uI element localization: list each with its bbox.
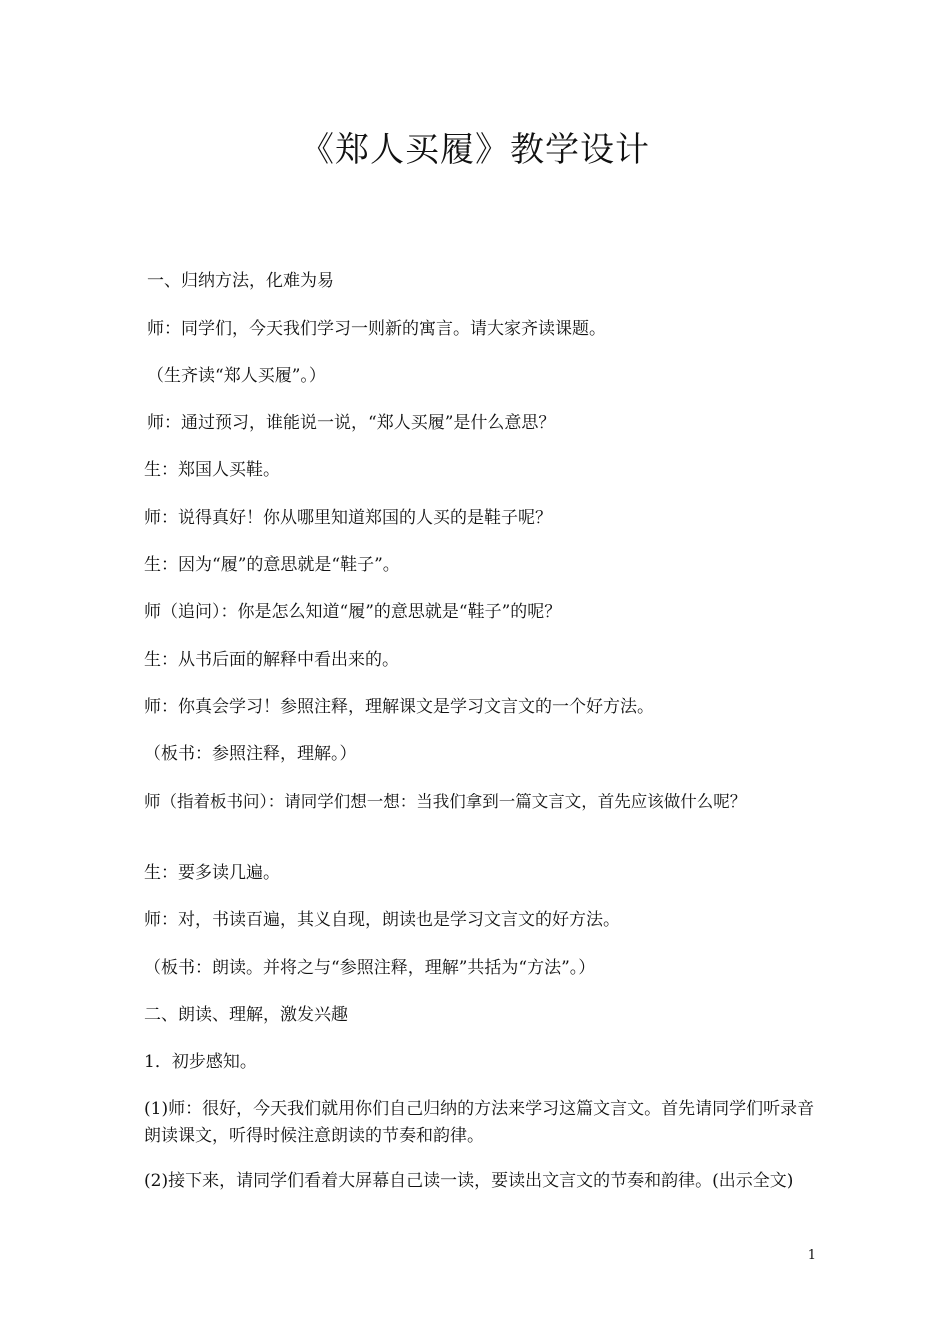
section-heading-2: 二、朗读、理解，激发兴趣 <box>144 1005 348 1025</box>
paragraph: 生：因为“履”的意思就是“鞋子”。 <box>144 555 400 575</box>
paragraph: 师：通过预习，谁能说一说，“郑人买履”是什么意思？ <box>147 413 556 433</box>
paragraph: （板书：参照注释，理解。） <box>144 744 357 764</box>
document-title: 《郑人买履》教学设计 <box>300 130 650 170</box>
paragraph: 师：对，书读百遍，其义自现，朗读也是学习文言文的好方法。 <box>144 910 620 930</box>
subsection-heading: 1．初步感知。 <box>144 1052 257 1072</box>
paragraph: 师（追问）：你是怎么知道“履”的意思就是“鞋子”的呢？ <box>144 602 562 622</box>
paragraph: 师（指着板书问）：请同学们想一想：当我们拿到一篇文言文，首先应该做什么呢？ <box>144 792 747 811</box>
paragraph: （生齐读“郑人买履”。） <box>147 366 326 386</box>
paragraph: 生：郑国人买鞋。 <box>144 460 280 480</box>
paragraph: 师：同学们，今天我们学习一则新的寓言。请大家齐读课题。 <box>147 319 606 339</box>
paragraph: (1)师：很好，今天我们就用你们自己归纳的方法来学习这篇文言文。首先请同学们听录音朗读课文，听得时候注意朗读的节奏和韵律。 <box>144 1099 815 1146</box>
paragraph: 师：说得真好！你从哪里知道郑国的人买的是鞋子呢？ <box>144 508 552 528</box>
paragraph: （板书：朗读。并将之与“参照注释，理解”共括为“方法”。） <box>144 958 596 978</box>
paragraph: (2)接下来，请同学们看着大屏幕自己读一读，要读出文言文的节奏和韵律。(出示全文) <box>144 1171 794 1191</box>
paragraph: 生：从书后面的解释中看出来的。 <box>144 650 399 670</box>
section-heading-1: 一、归纳方法，化难为易 <box>147 271 334 291</box>
page-number: 1 <box>807 1248 816 1263</box>
paragraph: 师：你真会学习！参照注释，理解课文是学习文言文的一个好方法。 <box>144 697 654 717</box>
paragraph: 生：要多读几遍。 <box>144 863 280 883</box>
